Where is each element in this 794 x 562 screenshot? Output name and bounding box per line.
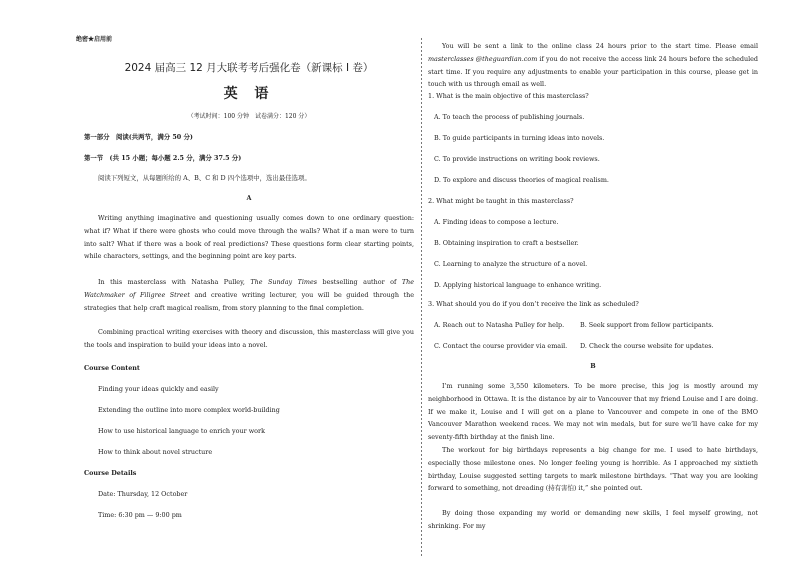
content-item: Finding your ideas quickly and easily — [98, 385, 219, 393]
passage-a-label: A — [246, 194, 252, 202]
q2-option-d: D. Applying historical language to enhance writing. — [434, 281, 602, 289]
passage-b-paragraph-1: I’m running some 3,550 kilometers. To be more precise, this jog is mostly around my neighborhood in Ottawa. It is the distance by air to Vancouver that my friend Louise and I are doing. If we make it, Louise and I will get on a plane to Vancouver and compete in one of the BMO Vancouver Marathon weekend races. We may not win medals, but for sure we’ll have cake for my seventy-fifth birthday at the finish line. — [428, 382, 758, 442]
exam-title: 2024 届高三 12 月大联考考后强化卷（新课标 I 卷） — [124, 62, 374, 74]
course-details-heading: Course Details — [84, 469, 137, 477]
content-item: Extending the outline into more complex world-building — [98, 406, 280, 414]
q2-option-c: C. Learning to analyze the structure of a novel. — [434, 260, 588, 268]
q1-option-c: C. To provide instructions on writing book reviews. — [434, 155, 600, 163]
q3-option-d: D. Check the course website for updates. — [580, 342, 714, 350]
q3-option-a: A. Reach out to Natasha Pulley for help. — [434, 321, 565, 329]
section-one-heading: 第一节 (共 15 小题；每小题 2.5 分，满分 37.5 分) — [84, 154, 242, 162]
passage-b-label: B — [590, 362, 596, 370]
course-content-heading: Course Content — [84, 364, 140, 372]
passage-b-paragraph-2: The workout for big birthdays represents a big change for me. I used to hate birthdays, especially those milestone ones. No longer feeling young is horrible. As I approached my sixtieth birthday, Louise suggested setting targets to mark milestone birthdays. “That way you are looking forward to something, not dreading (持有害怕) it,” she pointed out. — [428, 446, 758, 493]
exam-info: （考试时间：100 分钟 试卷满分：120 分） — [187, 113, 311, 120]
course-date: Date: Thursday, 12 October — [98, 490, 188, 498]
q1-option-b: B. To guide participants in turning ideas into novels. — [434, 134, 605, 142]
q3-option-c: C. Contact the course provider via email. — [434, 342, 568, 350]
question-2: 2. What might be taught in this masterclass? — [428, 197, 574, 205]
column-divider — [421, 38, 422, 558]
question-1: 1. What is the main objective of this masterclass? — [428, 92, 589, 100]
content-item: How to use historical language to enrich your work — [98, 427, 265, 435]
subject-title: 英 语 — [223, 86, 275, 102]
content-item: How to think about novel structure — [98, 448, 213, 456]
confidential-label: 绝密★启用前 — [76, 36, 113, 43]
q2-option-a: A. Finding ideas to compose a lecture. — [434, 218, 559, 226]
q1-option-d: D. To explore and discuss theories of magical realism. — [434, 176, 609, 184]
part-one-heading: 第一部分 阅读(共两节，满分 50 分) — [84, 133, 193, 141]
q3-option-b: B. Seek support from fellow participants. — [580, 321, 714, 329]
passage-a-paragraph-4: You will be sent a link to the online class 24 hours prior to the start time. Please email masterclasses @theguardian.com if you do not receive the access link 24 hours before the scheduled start time. If you require any adjustments to enable your participation in this course, please get in touch with us through email as well. — [428, 42, 758, 89]
passage-b-paragraph-3: By doing those expanding my world or demanding new skills, I feel myself growing, not shrinking. For my — [428, 509, 758, 530]
course-time: Time: 6:30 pm — 9:00 pm — [98, 511, 182, 519]
passage-a-paragraph-3: Combining practical writing exercises with theory and discussion, this masterclass will give you the tools and inspiration to build your ideas into a novel. — [84, 328, 414, 349]
passage-a-paragraph-2: In this masterclass with Natasha Pulley, The Sunday Times bestselling author of The Watchmaker of Filigree Street and creative writing lecturer, you will be guided through the strategies that help craft magical realism, from story planning to the final completion. — [84, 278, 414, 312]
passage-a-paragraph-1: Writing anything imaginative and questioning usually comes down to one ordinary question: what if? What if there were ghosts who could move through the walls? What if a man were to turn into salt? What if there was a book of real predictions? These questions form clear starting points, while characters, settings, and the beginning point are key parts. — [84, 214, 414, 261]
question-3: 3. What should you do if you don’t receive the link as scheduled? — [428, 300, 639, 308]
q2-option-b: B. Obtaining inspiration to craft a bestseller. — [434, 239, 579, 247]
instructions: 阅读下列短文，从每题所给的 A、B、C 和 D 四个选项中，选出最佳选项。 — [98, 174, 311, 182]
q1-option-a: A. To teach the process of publishing journals. — [434, 113, 585, 121]
